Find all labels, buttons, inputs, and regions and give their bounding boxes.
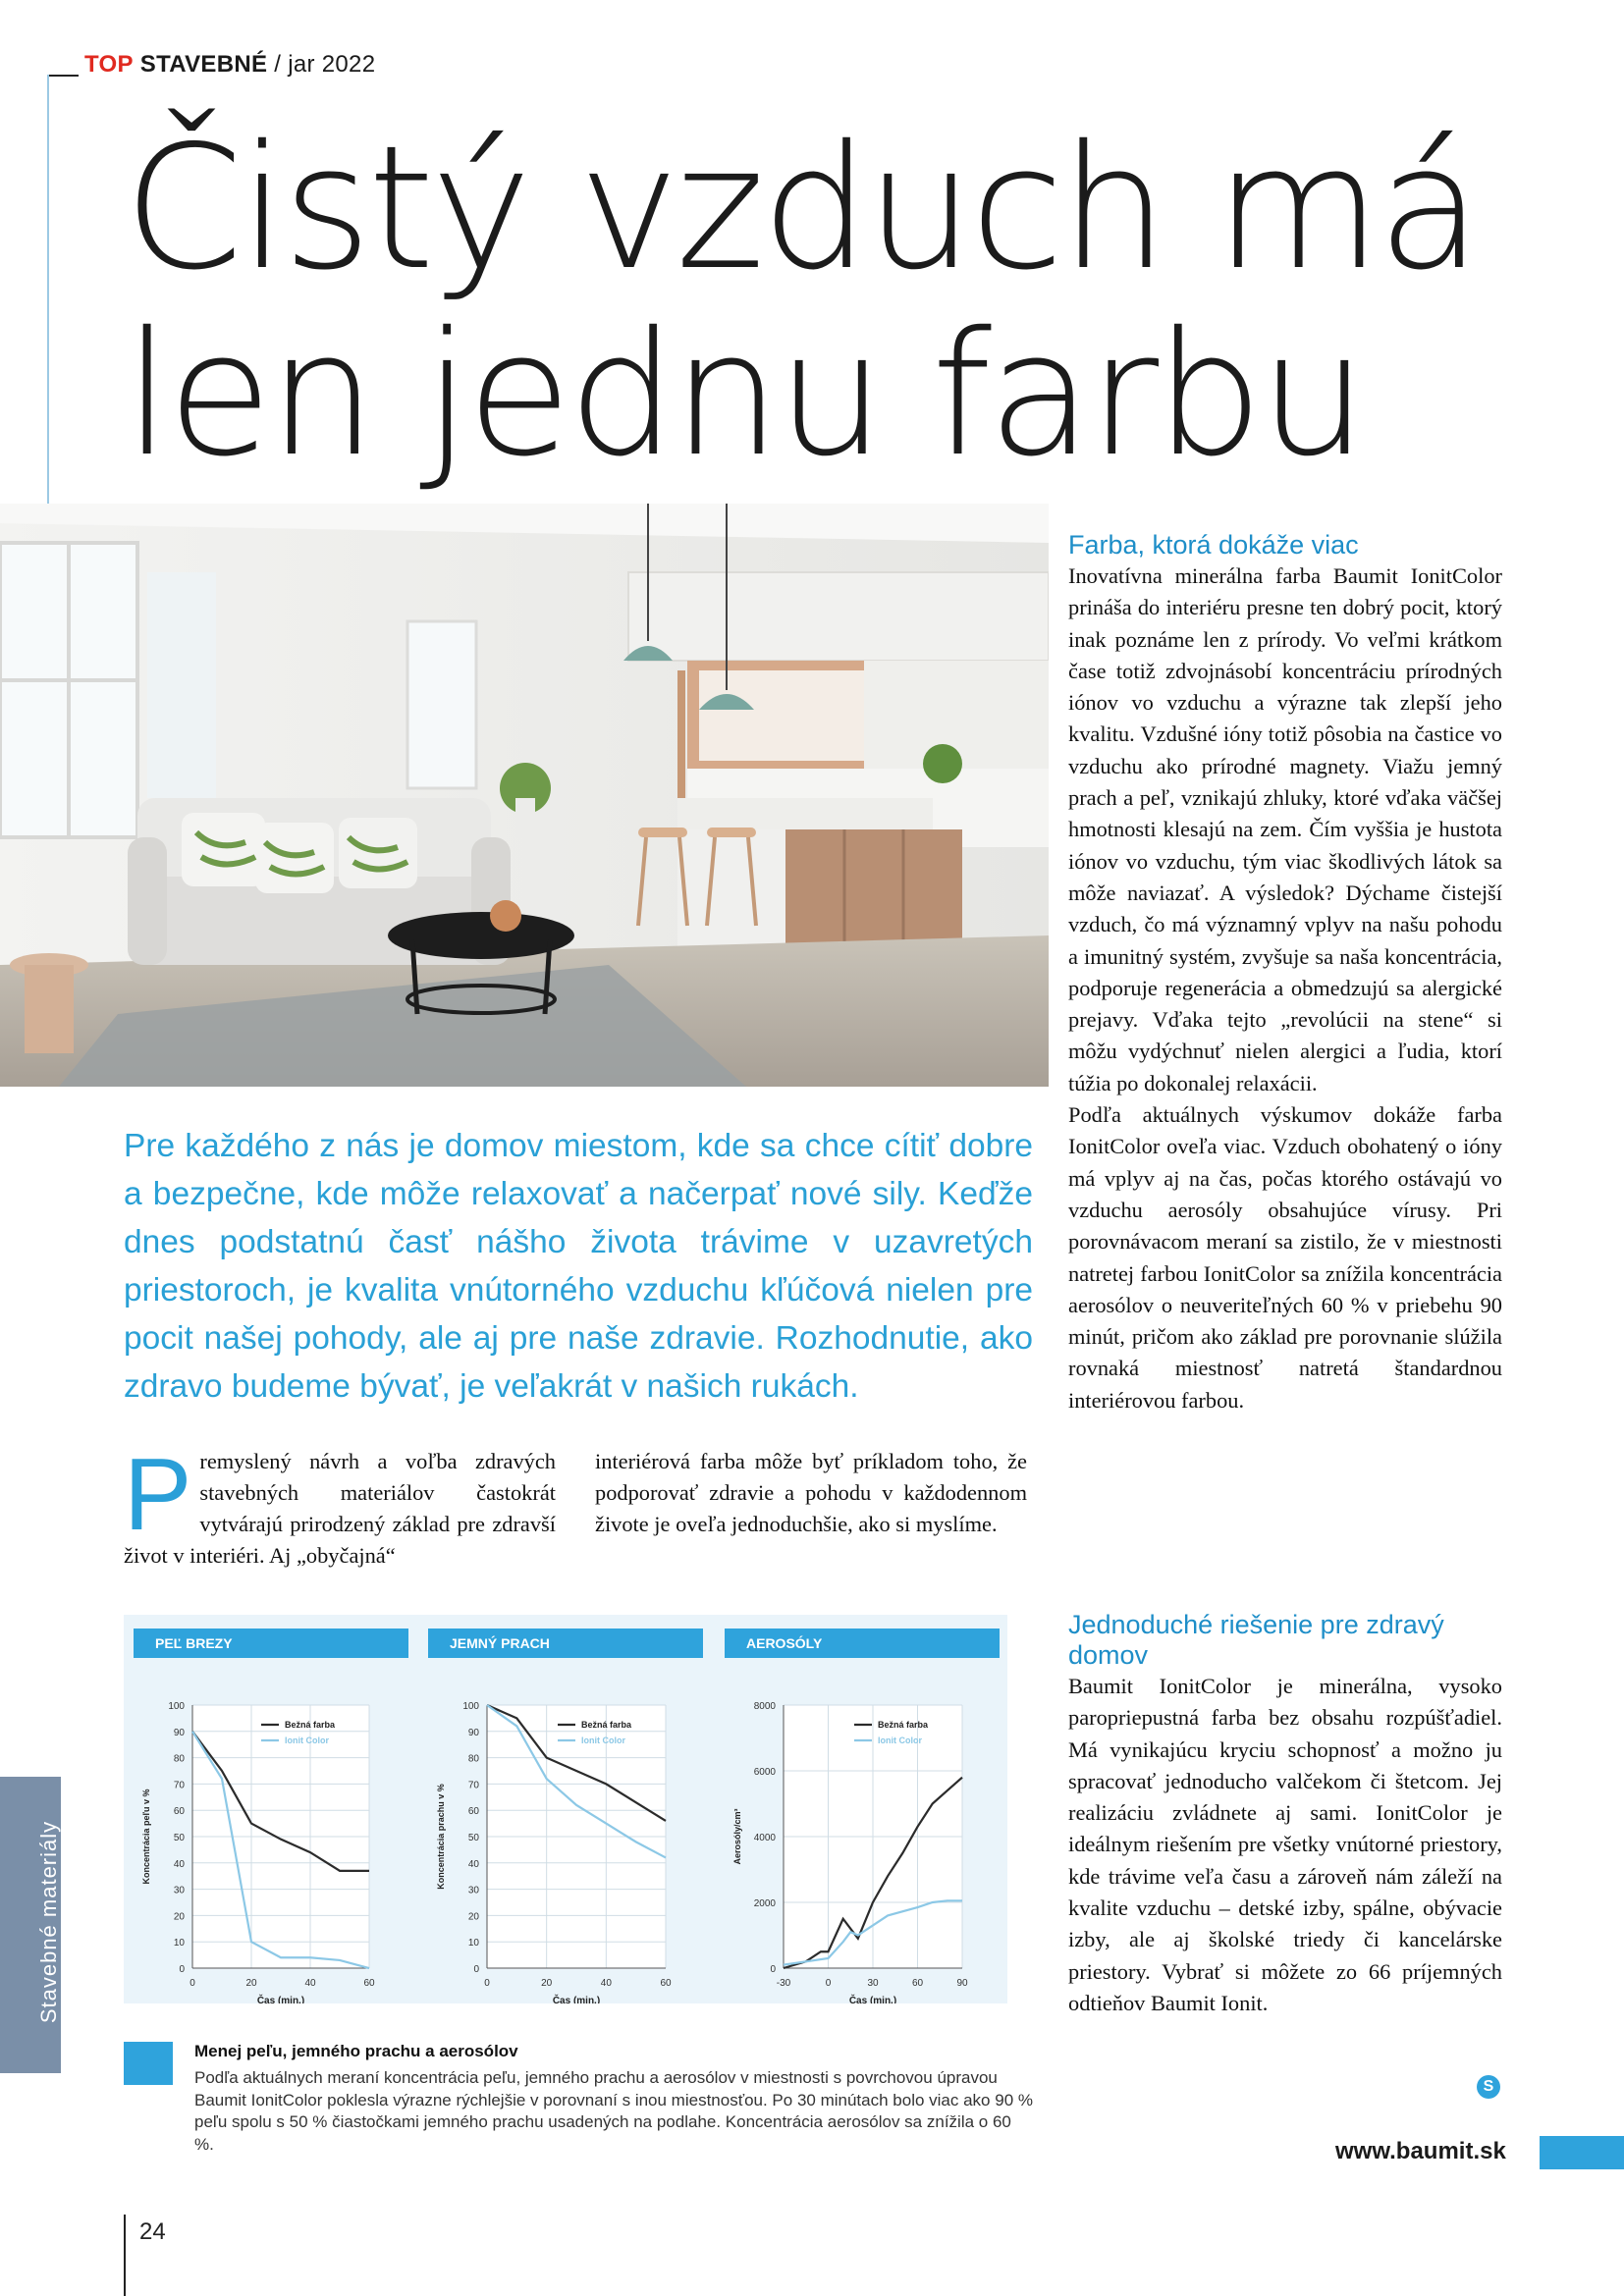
legend-label: Ionit Color [878, 1735, 922, 1745]
y-tick-label: 0 [473, 1964, 479, 1975]
chart-title: PEĽ BREZY [155, 1635, 233, 1651]
magazine-header [84, 51, 375, 79]
y-tick-label: 0 [179, 1964, 185, 1975]
y-tick-label: 30 [173, 1885, 185, 1896]
right-column-2 [1068, 1610, 1502, 2019]
y-tick-label: 20 [467, 1911, 479, 1923]
article-end-icon: S [1477, 2075, 1500, 2099]
interior-photo [0, 504, 1049, 1087]
x-tick-label: 20 [245, 1978, 257, 1989]
legend-label: Bežná farba [878, 1720, 929, 1730]
chart-panel [124, 1615, 1007, 2003]
right-paragraph-3: Baumit IonitColor je minerálna, vysoko paropriepustná farba bez obsahu rozpúšťadiel. Má vynikajúcu kryciu schopnosť a možno ju spracovať jednoducho valčekom či štetcom. Jej realizáciu zvládnete aj sami. IonitColor je ideálnym riešením pre všetky vnútorné priestory, kde trávime veľa času a zároveň nám záleží na kvalite vzduchu – detské izby, spálne, obývacie izby, ale aj školské triedy či kancelárske priestory. Vybrať si môžete zo 66 príjemných odtieňov Baumit Ionit. [1068, 1674, 1502, 2015]
x-tick-label: 0 [825, 1978, 832, 1989]
y-axis-label: Koncentrácia prachu v % [436, 1784, 446, 1890]
charts-svg [124, 1615, 1007, 2003]
x-axis-label: Čas (min.) [552, 1996, 601, 2003]
y-axis-label: Aerosóly/cm³ [732, 1808, 742, 1865]
x-tick-label: 40 [304, 1978, 316, 1989]
section-side-label: Stavebné materiály [36, 1820, 61, 2024]
y-tick-label: 20 [173, 1911, 185, 1923]
x-tick-label: 60 [363, 1978, 375, 1989]
drop-cap: P [124, 1438, 192, 1552]
url-accent-bar [1540, 2136, 1624, 2169]
right-paragraph-1: Inovatívna minerálna farba Baumit IonitColor prináša do interiéru presne ten dobrý pocit, ktorý inak poznáme len z prírody. Vo veľmi krátkom čase totiž zdvojnásobí koncentráciu prírodných iónov vo vzduchu a výrazne tak zlepší jeho kvalitu. Vzdušné ióny totiž pôsobia na častice vo vzduchu ako prírodné magnety. Viažu jemný prach a peľ, vznikajú zhluky, ktoré vďaka väčšej hmotnosti klesajú na zem. Čím vyššia je hustota iónov vo vzduchu, tým viac škodlivých látok sa môže naviazať. A výsledok? Dýchame čistejší vzduch, čo má významný vplyv na našu pohodu a imunitný systém, zvyšuje sa naša koncentrácia, podporuje regenerácia a obmedzujú sa alergické prejavy. Vďaka tejto „revolúcii na stene“ si môžu vydýchnuť nielen alergici a ľudia, ktorí túžia po dokonalej relaxácii. [1068, 563, 1502, 1095]
caption-marker [124, 2042, 173, 2085]
x-tick-label: 60 [660, 1978, 672, 1989]
x-tick-label: 20 [541, 1978, 553, 1989]
body-column-left [124, 1438, 556, 1572]
y-tick-label: 60 [173, 1806, 185, 1818]
x-tick-label: 60 [911, 1978, 924, 1989]
y-tick-label: 0 [770, 1964, 776, 1975]
y-tick-label: 100 [168, 1701, 185, 1712]
x-tick-label: 0 [189, 1978, 195, 1989]
page-number: 24 [139, 2218, 166, 2245]
y-tick-label: 70 [467, 1780, 479, 1791]
caption-text: Podľa aktuálnych meraní koncentrácia peľu, jemného prachu a aerosólov v miestnosti s povrchovou úpravou Baumit IonitColor poklesla výrazne rýchlejšie v porovnaní s inou miestnosťou. Po 30 minútach bolo viac ako 90 % peľu spolu s 50 % čiastočkami jemného prachu usadených na podlahe. Koncentrácia aerosólov sa znížila o 60 %. [194, 2068, 1033, 2154]
y-tick-label: 40 [467, 1858, 479, 1870]
y-tick-label: 30 [467, 1885, 479, 1896]
website-url[interactable]: www.baumit.sk [1335, 2138, 1506, 2164]
chart-title: AEROSÓLY [746, 1635, 823, 1651]
y-tick-label: 50 [173, 1833, 185, 1843]
title-line-1: Čistý vzduch má [124, 109, 1479, 308]
chart-title: JEMNÝ PRACH [450, 1635, 550, 1651]
body-left-text: remyslený návrh a voľba zdravých stavebných materiálov častokrát vytvárajú prirodzený základ pre zdravší život v interiéri. Aj „obyčajná“ [124, 1449, 556, 1568]
y-tick-label: 90 [467, 1727, 479, 1738]
page-number-rule [124, 2215, 126, 2296]
issue-label: / jar 2022 [274, 51, 376, 78]
brand-stavebne: STAVEBNÉ [139, 51, 268, 78]
y-tick-label: 50 [467, 1833, 479, 1843]
lead-paragraph: Pre každého z nás je domov miestom, kde sa chce cítiť dobre a bezpečne, kde môže relaxovať a načerpať nové sily. Keďže dnes podstatnú časť nášho života trávime v uzavretých priestoroch, je kvalita vnútorného vzduchu kľúčová nielen pre pocit našej pohody, ale aj pre naše zdravie. Rozhodnutie, ako zdravo budeme bývať, je veľakrát v našich rukách. [124, 1128, 1033, 1405]
y-tick-label: 40 [173, 1858, 185, 1870]
y-tick-label: 8000 [753, 1701, 776, 1712]
legend-label: Bežná farba [581, 1720, 632, 1730]
x-tick-label: 0 [484, 1978, 490, 1989]
y-tick-label: 10 [173, 1938, 185, 1949]
y-tick-label: 80 [173, 1753, 185, 1765]
x-tick-label: 40 [600, 1978, 612, 1989]
y-tick-label: 70 [173, 1780, 185, 1791]
x-tick-label: 30 [867, 1978, 879, 1989]
y-tick-label: 2000 [753, 1898, 776, 1909]
y-tick-label: 100 [462, 1701, 479, 1712]
y-tick-label: 6000 [753, 1767, 776, 1778]
x-axis-label: Čas (min.) [256, 1996, 305, 2003]
y-tick-label: 60 [467, 1806, 479, 1818]
legend-label: Ionit Color [285, 1735, 329, 1745]
legend-label: Bežná farba [285, 1720, 336, 1730]
x-tick-label: 90 [956, 1978, 968, 1989]
header-vertical-rule [47, 75, 49, 507]
y-axis-label: Koncentrácia peľu v % [141, 1789, 151, 1885]
caption-title: Menej peľu, jemného prachu a aerosólov [194, 2042, 518, 2060]
section-heading-2: Jednoduché riešenie pre zdravý domov [1068, 1610, 1444, 1670]
header-rule [47, 75, 79, 77]
section-heading-1: Farba, ktorá dokáže viac [1068, 530, 1359, 560]
title-line-2: len jednu farbu [124, 295, 1364, 495]
legend-label: Ionit Color [581, 1735, 625, 1745]
y-tick-label: 90 [173, 1727, 185, 1738]
y-tick-label: 80 [467, 1753, 479, 1765]
y-tick-label: 10 [467, 1938, 479, 1949]
right-paragraph-2: Podľa aktuálnych výskumov dokáže farba IonitColor oveľa viac. Vzduch obohatený o ióny má vplyv aj na čas, počas ktorého ostávajú vo vzduchu aerosóly obsahujúce vírusy. Pri porovnávacom meraní sa zistilo, že v miestnosti natretej farbou IonitColor sa znížila koncentrácia aerosólov o neuveriteľných 60 % v priebehu 90 minút, pričom ako základ pre porovnanie slúžila rovnaká miestnosť natretá štandardnou interiérovou farbou. [1068, 1102, 1502, 1413]
x-axis-label: Čas (min.) [848, 1996, 897, 2003]
brand-top: TOP [84, 51, 134, 78]
article-title [124, 109, 1479, 495]
y-tick-label: 4000 [753, 1833, 776, 1843]
x-tick-label: -30 [776, 1978, 791, 1989]
body-column-mid: interiérová farba môže byť príkladom toho, že podporovať zdravie a pohodu v každodennom živote je oveľa jednoduchšie, ako si myslíme. [595, 1449, 1027, 1536]
right-column-1 [1068, 530, 1502, 1416]
